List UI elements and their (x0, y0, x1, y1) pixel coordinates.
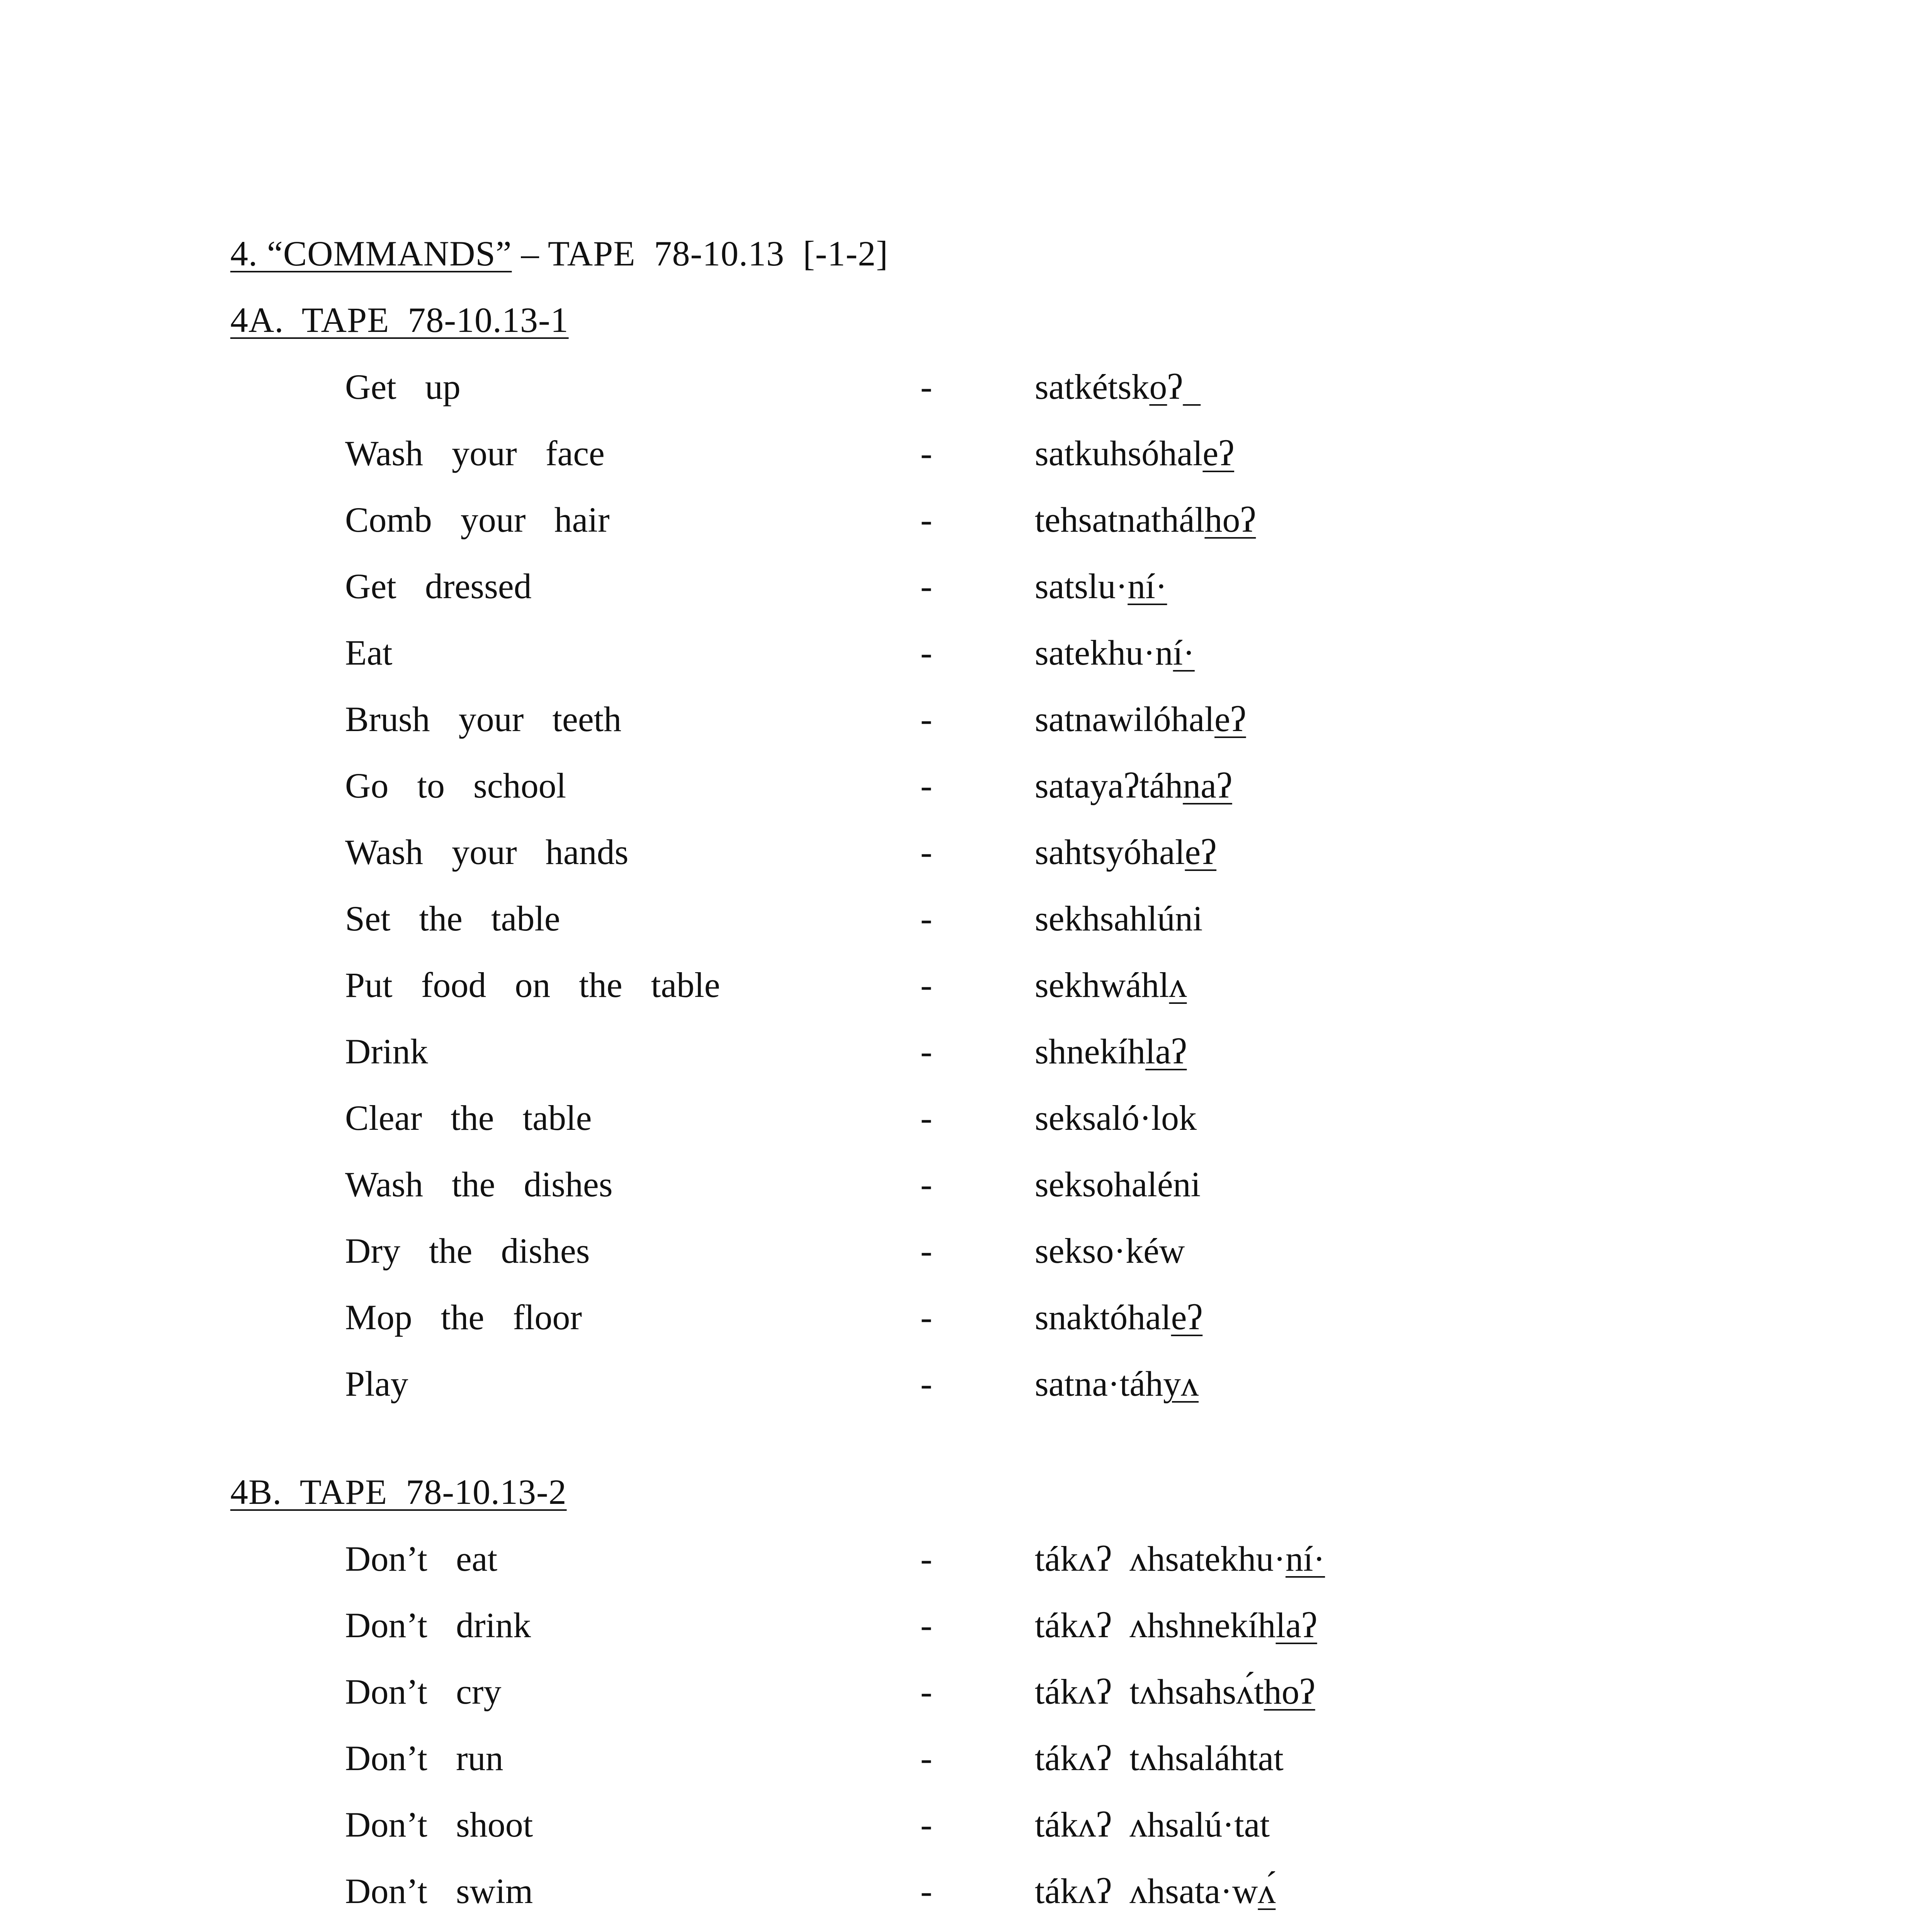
translation-underlined: laʔ (1276, 1605, 1317, 1645)
translation-text: shnekíh (1035, 1032, 1146, 1071)
translation-underlined: ní· (1285, 1539, 1325, 1578)
document-title (230, 236, 888, 271)
separator-dash: - (920, 1165, 932, 1204)
translation-text: sahtsyóhal (1035, 832, 1185, 872)
english-command: Play (345, 1364, 408, 1403)
translation-text: tákʌʔ tʌhsaláhtat (1035, 1738, 1284, 1778)
translation-underlined: eʔ (1171, 1298, 1203, 1337)
english-command: Set the table (345, 899, 560, 938)
tuscarora-translation (1035, 1299, 1202, 1335)
english-command: Brush your teeth (345, 699, 622, 739)
english-command: Don’t run (345, 1738, 503, 1778)
separator-dash: - (920, 1672, 932, 1711)
english-command: Wash the dishes (345, 1165, 613, 1204)
translation-underlined: yʌ (1163, 1364, 1199, 1403)
separator-dash: - (920, 1605, 932, 1645)
separator-dash: - (920, 1871, 932, 1911)
separator-dash: - (920, 633, 932, 672)
separator-dash: - (920, 566, 932, 606)
translation-text: tákʌʔ ʌhshnekíh (1035, 1605, 1276, 1645)
tuscarora-translation (1035, 1034, 1187, 1069)
tuscarora-translation (1035, 635, 1195, 670)
list-item (0, 834, 1932, 901)
list-item (0, 1607, 1932, 1674)
list-item (0, 1674, 1932, 1740)
translation-text: sekso·kéw (1035, 1231, 1185, 1270)
separator-dash: - (920, 367, 932, 406)
section-a-list (0, 369, 1932, 1432)
translation-underlined: hoʔ (1204, 500, 1256, 539)
translation-text: satna·táh (1035, 1364, 1163, 1403)
list-item (0, 568, 1932, 635)
list-item (0, 502, 1932, 568)
separator-dash: - (920, 965, 932, 1005)
title-rest: – TAPE 78-10.13 [-1-2] (512, 234, 888, 273)
separator-dash: - (920, 1032, 932, 1071)
tuscarora-translation (1035, 1366, 1199, 1401)
separator-dash: - (920, 500, 932, 539)
tuscarora-translation (1035, 1674, 1315, 1709)
section-b-heading: 4B. TAPE 78-10.13-2 (230, 1472, 567, 1512)
translation-text: tákʌʔ ʌhsalú·tat (1035, 1805, 1270, 1844)
separator-dash: - (920, 1231, 932, 1270)
list-item (0, 701, 1932, 768)
translation-underlined: laʔ (1145, 1032, 1187, 1071)
translation-text: satnawilóhal (1035, 699, 1214, 739)
translation-underlined: o (1149, 367, 1167, 406)
translation-text: satkuhsóhal (1035, 434, 1203, 473)
translation-underlined: eʔ (1202, 434, 1235, 473)
english-command: Mop the floor (345, 1298, 582, 1337)
translation-underlined: naʔ (1183, 766, 1232, 805)
english-command: Comb your hair (345, 500, 610, 539)
list-item (0, 1873, 1932, 1932)
english-command: Clear the table (345, 1098, 592, 1138)
translation-underlined: eʔ (1214, 699, 1246, 739)
translation-text: seksaló·lok (1035, 1098, 1197, 1138)
separator-dash: - (920, 1098, 932, 1138)
list-item (0, 901, 1932, 967)
tuscarora-translation (1035, 1541, 1325, 1577)
translation-text: tákʌʔ tʌhsahsʌ́t (1035, 1672, 1264, 1711)
list-item (0, 1034, 1932, 1100)
tuscarora-translation (1035, 435, 1234, 471)
separator-dash: - (920, 1805, 932, 1844)
english-command: Don’t eat (345, 1539, 498, 1578)
english-command: Get dressed (345, 566, 532, 606)
list-item (0, 1167, 1932, 1233)
tuscarora-translation (1035, 1167, 1201, 1202)
translation-text: sekhsahlúni (1035, 899, 1203, 938)
translation-underlined: hoʔ (1264, 1672, 1315, 1711)
translation-underlined: í· (1173, 633, 1195, 672)
english-command: Don’t swim (345, 1871, 533, 1911)
tuscarora-translation (1035, 568, 1167, 604)
english-command: Dry the dishes (345, 1231, 590, 1270)
tuscarora-translation (1035, 502, 1256, 537)
translation-text: snaktóhal (1035, 1298, 1171, 1337)
translation-text-tail: ʔtáh (1123, 766, 1183, 805)
list-item (0, 967, 1932, 1034)
list-item (0, 635, 1932, 701)
list-item (0, 768, 1932, 834)
english-command: Wash your face (345, 434, 605, 473)
list-item (0, 1100, 1932, 1167)
separator-dash: - (920, 1738, 932, 1778)
list-item (0, 1366, 1932, 1432)
translation-text: satekhu·n (1035, 633, 1173, 672)
tuscarora-translation (1035, 701, 1246, 737)
section-b-list (0, 1541, 1932, 1932)
translation-underlined: ʌ (1169, 965, 1187, 1005)
translation-text-tail: ʔ (1167, 367, 1183, 406)
list-item (0, 1807, 1932, 1873)
title-main: 4. “COMMANDS” (230, 234, 512, 273)
tuscarora-translation (1035, 967, 1187, 1003)
tuscarora-translation (1035, 1607, 1317, 1643)
tuscarora-translation (1035, 901, 1202, 936)
translation-underlined: eʔ (1185, 832, 1217, 872)
translation-underlined: ní· (1128, 566, 1167, 606)
tuscarora-translation (1035, 369, 1201, 405)
separator-dash: - (920, 899, 932, 938)
translation-text: tákʌʔ ʌhsata·w (1035, 1871, 1258, 1911)
english-command: Don’t shoot (345, 1805, 533, 1844)
separator-dash: - (920, 699, 932, 739)
english-command: Wash your hands (345, 832, 629, 872)
translation-text: satkétsk (1035, 367, 1150, 406)
separator-dash: - (920, 832, 932, 872)
separator-dash: - (920, 434, 932, 473)
english-command: Don’t cry (345, 1672, 502, 1711)
translation-text: tákʌʔ ʌhsatekhu· (1035, 1539, 1286, 1578)
separator-dash: - (920, 1539, 932, 1578)
english-command: Go to school (345, 766, 566, 805)
english-command: Put food on the table (345, 965, 720, 1005)
english-command: Get up (345, 367, 461, 406)
translation-underline-trail (1183, 367, 1201, 406)
list-item (0, 435, 1932, 502)
english-command: Eat (345, 633, 393, 672)
english-command: Drink (345, 1032, 428, 1071)
tuscarora-translation (1035, 1807, 1270, 1842)
translation-text: tehsatnathál (1035, 500, 1205, 539)
tuscarora-translation (1035, 1233, 1185, 1269)
tuscarora-translation (1035, 1873, 1276, 1909)
list-item (0, 1541, 1932, 1607)
section-a-heading: 4A. TAPE 78-10.13-1 (230, 300, 569, 340)
translation-text: sekhwáhl (1035, 965, 1169, 1005)
list-item (0, 1740, 1932, 1807)
separator-dash: - (920, 1298, 932, 1337)
list-item (0, 1233, 1932, 1299)
tuscarora-translation (1035, 1100, 1197, 1136)
translation-text: satslu· (1035, 566, 1128, 606)
tuscarora-translation (1035, 834, 1216, 870)
translation-text: sataya (1035, 766, 1124, 805)
list-item (0, 369, 1932, 435)
separator-dash: - (920, 766, 932, 805)
tuscarora-translation (1035, 768, 1232, 803)
separator-dash: - (920, 1364, 932, 1403)
list-item (0, 1299, 1932, 1366)
translation-text: seksohaléni (1035, 1165, 1201, 1204)
translation-underlined: ʌ́ (1258, 1871, 1276, 1911)
english-command: Don’t drink (345, 1605, 531, 1645)
tuscarora-translation (1035, 1740, 1284, 1776)
